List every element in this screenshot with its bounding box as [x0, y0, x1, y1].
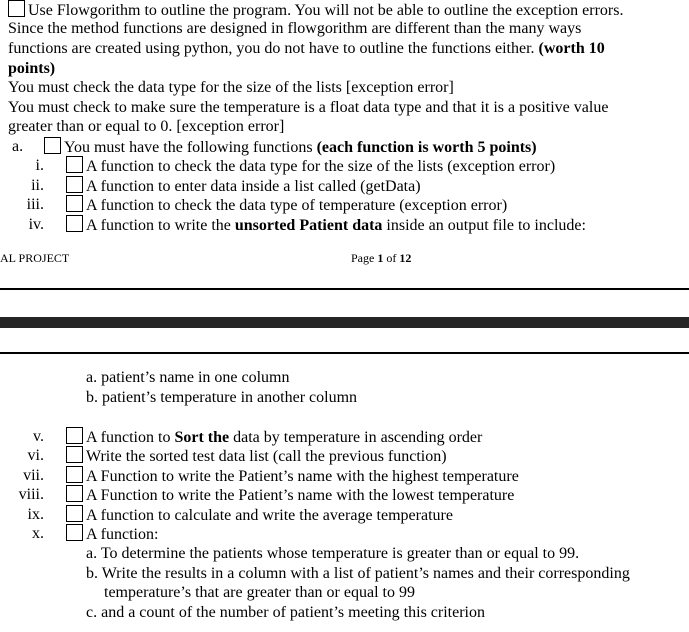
function-num: vi. — [27, 447, 44, 464]
checkbox[interactable] — [66, 215, 83, 232]
function-item — [66, 427, 482, 447]
function-x-sub-c: c. and a count of the number of patient’s meeting this criterion — [86, 604, 485, 621]
function-text-pre: A function to write the — [86, 217, 235, 234]
function-text-pre: A function to — [86, 429, 175, 446]
function-text: A function to calculate and write the average temperature — [86, 507, 453, 524]
checkbox[interactable] — [66, 446, 83, 463]
function-text: Write the sorted test data list (call the previous function) — [86, 448, 447, 465]
function-text-post: data by temperature in ascending order — [229, 429, 483, 446]
function-text: A Function to write the Patient’s name with the lowest temperature — [86, 487, 515, 504]
checkbox[interactable] — [66, 156, 83, 173]
intro-line-1 — [8, 0, 623, 20]
function-item — [66, 524, 158, 544]
function-item — [66, 195, 507, 215]
footer-page-prefix: Page — [351, 251, 378, 265]
checkbox[interactable] — [66, 466, 83, 483]
function-text-post: inside an output file to include: — [382, 217, 586, 234]
function-num: iii. — [26, 196, 44, 213]
page-border-top — [0, 352, 689, 354]
item-a-bold: (each function is worth 5 points) — [316, 139, 537, 156]
function-text-bold: unsorted Patient data — [234, 217, 383, 234]
checkbox[interactable] — [44, 137, 61, 154]
intro-line-5: You must check the data type for the size of the lists [exception error] — [8, 79, 454, 96]
checkbox[interactable] — [66, 176, 83, 193]
function-num: viii. — [18, 486, 44, 503]
page-border-bottom — [0, 288, 689, 290]
checkbox[interactable] — [8, 0, 25, 17]
checkbox[interactable] — [66, 524, 83, 541]
worth-label: (worth 10 — [538, 40, 605, 57]
function-text: A function to check the data type for the size of the lists (exception error) — [86, 158, 556, 175]
function-num: iv. — [28, 216, 44, 233]
intro-line-6: You must check to make sure the temperature is a float data type and that it is a positive value — [8, 99, 609, 116]
checkbox[interactable] — [66, 505, 83, 522]
function-text: A Function to write the Patient’s name with the highest temperature — [86, 468, 519, 485]
function-num: ii. — [31, 177, 44, 194]
function-num: i. — [35, 157, 44, 174]
function-num: v. — [33, 428, 44, 445]
intro-line-4: points) — [8, 60, 56, 77]
function-item — [66, 156, 555, 176]
intro-line-3 — [8, 39, 605, 58]
intro-line-2: Since the method functions are designed in flowgorithm are different than the many ways — [8, 20, 582, 37]
function-text: A function to check the data type of temperature (exception error) — [86, 197, 508, 214]
checkbox[interactable] — [66, 195, 83, 212]
item-a — [44, 137, 537, 157]
footer-page — [351, 251, 411, 265]
checkbox[interactable] — [66, 485, 83, 502]
sub-item: a. patient’s name in one column — [86, 369, 290, 386]
function-item — [66, 505, 453, 525]
sub-item: b. patient’s temperature in another column — [86, 389, 358, 406]
function-x-sub-a: a. To determine the patients whose temperature is greater than or equal to 99. — [86, 545, 580, 562]
function-text: A function to enter data inside a list called (getData) — [86, 178, 421, 195]
function-num: x. — [32, 525, 44, 542]
intro-line-3-text: functions are created using python, you do not have to outline the functions either. — [8, 40, 539, 57]
function-text-bold: Sort the — [174, 429, 230, 446]
function-item — [66, 466, 519, 486]
function-x-sub-b: b. Write the results in a column with a list of patient’s names and their corresponding — [86, 565, 630, 582]
footer-page-total: 12 — [399, 251, 412, 265]
function-num: ix. — [27, 506, 44, 523]
function-item — [66, 446, 447, 466]
item-a-text: You must have the following functions — [64, 139, 317, 156]
function-num: vii. — [23, 467, 44, 484]
intro-line-1-text: Use Flowgorithm to outline the program. You will not be able to outline the exception errors. — [28, 2, 624, 19]
checkbox[interactable] — [66, 427, 83, 444]
function-item — [66, 176, 421, 196]
footer-page-num: 1 — [377, 251, 384, 265]
function-item — [66, 485, 514, 505]
intro-line-7: greater than or equal to 0. [exception error] — [8, 118, 285, 135]
function-item — [66, 215, 586, 235]
item-a-marker: a. — [12, 138, 24, 155]
footer-page-mid: of — [383, 251, 400, 265]
function-x-sub-b-cont: temperature’s that are greater than or equal to 99 — [104, 584, 415, 601]
page-gap-band — [0, 317, 689, 328]
function-text: A function: — [86, 526, 159, 543]
footer-project: AL PROJECT — [0, 251, 70, 265]
